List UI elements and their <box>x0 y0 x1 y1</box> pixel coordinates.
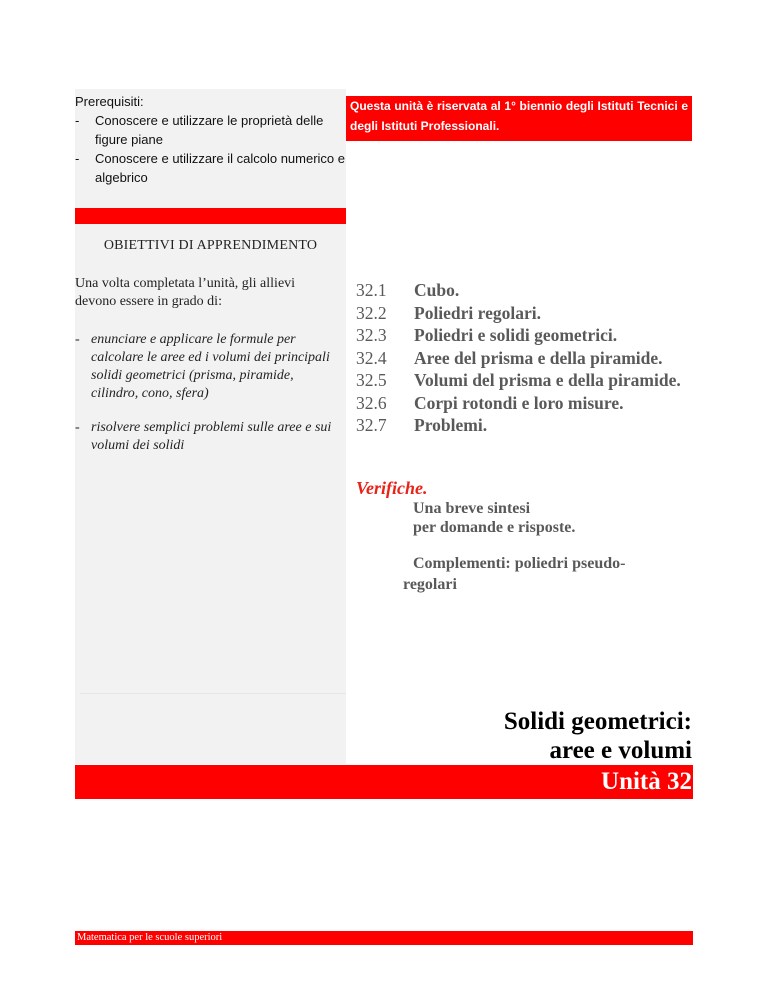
toc-item[interactable] <box>356 347 696 370</box>
notice-banner: Questa unità è riservata al 1° biennio degli Istituti Tecnici e degli Istituti Professionali. <box>346 96 692 141</box>
complementi-text[interactable] <box>403 553 673 595</box>
objective-text: enunciare e applicare le formule per calcolare le aree ed i volumi dei principali solidi geometrici (prisma, piramide, cilindro, cono, sfera) <box>91 332 330 401</box>
sintesi-line: Una breve sintesi <box>413 500 531 517</box>
toc-label: Corpi rotondi e loro misure. <box>414 392 624 413</box>
toc-number: 32.3 <box>356 325 387 345</box>
toc-item[interactable] <box>356 302 696 325</box>
toc-label: Volumi del prisma e della piramide. <box>414 370 681 390</box>
prerequisite-text: Conoscere e utilizzare il calcolo numerico e algebrico <box>95 151 346 185</box>
objectives-list <box>75 331 337 471</box>
objectives-title: OBIETTIVI DI APPRENDIMENTO <box>103 238 318 253</box>
footer-bar <box>75 931 693 945</box>
toc-label: Poliedri regolari. <box>414 302 542 323</box>
unit-number: Unità 32 <box>601 768 692 795</box>
prerequisites-title: Prerequisiti: <box>75 94 144 109</box>
toc-number: 32.6 <box>356 392 387 413</box>
objective-item <box>75 419 337 455</box>
toc-item[interactable] <box>356 392 696 415</box>
toc-label: Poliedri e solidi geometrici. <box>414 325 618 345</box>
red-divider-strip <box>75 208 346 224</box>
sintesi-text[interactable] <box>413 499 703 537</box>
toc-item[interactable] <box>356 324 696 347</box>
footer-text: Matematica per le scuole superiori <box>77 932 223 943</box>
toc-number: 32.5 <box>356 370 387 390</box>
prerequisite-text: Conoscere e utilizzare le proprietà delle figure piane <box>95 113 324 147</box>
verifiche-heading[interactable]: Verifiche. <box>356 478 428 498</box>
panel-divider <box>80 693 346 694</box>
toc-item[interactable] <box>356 414 696 437</box>
complementi-line: Complementi: poliedri pseudo- <box>413 555 626 572</box>
toc-label: Aree del prisma e della piramide. <box>414 347 663 368</box>
sintesi-line: per domande e risposte. <box>413 519 576 536</box>
dash-bullet: - <box>75 151 80 166</box>
toc-number: 32.1 <box>356 280 387 300</box>
prerequisite-item <box>75 111 350 149</box>
objectives-intro: Una volta completata l’unità, gli allievi devono essere in grado di: <box>75 276 296 309</box>
toc-number: 32.2 <box>356 302 387 323</box>
prerequisites-section <box>75 92 350 187</box>
toc-item[interactable] <box>356 279 696 302</box>
prerequisite-item <box>75 149 350 187</box>
dash-bullet: - <box>75 420 80 435</box>
toc-item[interactable] <box>356 369 696 392</box>
toc-number: 32.4 <box>356 347 387 368</box>
objective-text: risolvere semplici problemi sulle aree e sui volumi dei solidi <box>91 420 332 453</box>
table-of-contents <box>356 279 696 437</box>
unit-title-line: aree e volumi <box>549 737 692 764</box>
dash-bullet: - <box>75 113 80 128</box>
dash-bullet: - <box>75 332 80 347</box>
toc-label: Cubo. <box>414 280 460 300</box>
toc-number: 32.7 <box>356 415 387 435</box>
toc-label: Problemi. <box>414 415 488 435</box>
unit-title-line: Solidi geometrici: <box>503 708 692 735</box>
unit-title <box>504 707 692 765</box>
complementi-line: regolari <box>403 576 457 593</box>
objective-item <box>75 331 337 403</box>
